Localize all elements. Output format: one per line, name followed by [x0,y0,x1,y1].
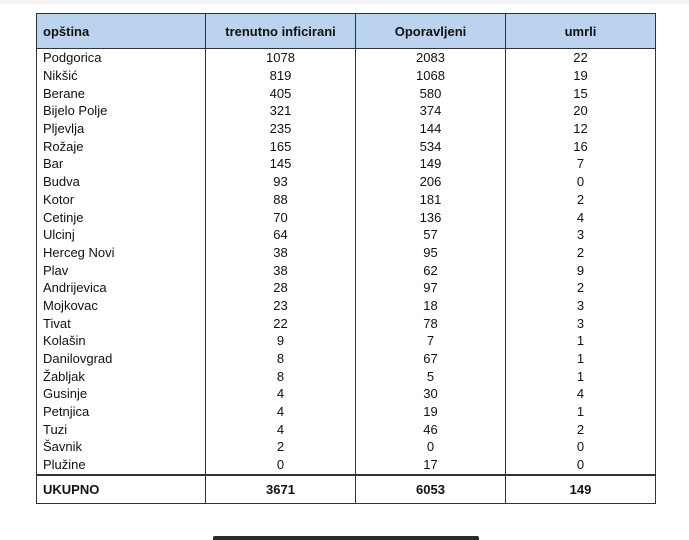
infected-cell: 819 [206,67,356,85]
table-row [37,456,656,475]
recovered-cell: 149 [356,155,506,173]
table-row [37,137,656,155]
table-row [37,84,656,102]
table-row [37,420,656,438]
recovered-cell: 97 [356,279,506,297]
infected-cell: 8 [206,350,356,368]
deaths-cell: 7 [506,155,656,173]
recovered-cell: 7 [356,332,506,350]
deaths-cell: 15 [506,84,656,102]
infected-cell: 145 [206,155,356,173]
recovered-cell: 5 [356,367,506,385]
infected-cell: 321 [206,102,356,120]
total-deaths: 149 [506,475,656,504]
bottom-scroll-indicator[interactable] [213,536,479,540]
table-row [37,226,656,244]
deaths-cell: 1 [506,367,656,385]
infected-cell: 88 [206,191,356,209]
deaths-cell: 2 [506,244,656,262]
infected-cell: 93 [206,173,356,191]
infected-cell: 38 [206,244,356,262]
municipality-cell: Rožaje [37,137,206,155]
table-row [37,120,656,138]
municipality-cell: Cetinje [37,208,206,226]
deaths-cell: 2 [506,420,656,438]
table-row [37,173,656,191]
deaths-cell: 1 [506,403,656,421]
deaths-cell: 3 [506,226,656,244]
infected-cell: 9 [206,332,356,350]
recovered-cell: 62 [356,261,506,279]
deaths-cell: 3 [506,297,656,315]
table-row [37,261,656,279]
table-row [37,279,656,297]
deaths-cell: 3 [506,314,656,332]
recovered-cell: 17 [356,456,506,475]
total-recovered: 6053 [356,475,506,504]
infected-cell: 22 [206,314,356,332]
deaths-cell: 1 [506,332,656,350]
deaths-cell: 4 [506,385,656,403]
municipality-cell: Danilovgrad [37,350,206,368]
recovered-cell: 30 [356,385,506,403]
recovered-cell: 374 [356,102,506,120]
infected-cell: 1078 [206,49,356,67]
table-row [37,367,656,385]
municipality-cell: Tuzi [37,420,206,438]
municipality-cell: Tivat [37,314,206,332]
deaths-cell: 0 [506,438,656,456]
recovered-cell: 95 [356,244,506,262]
table-header-row [37,14,656,49]
deaths-cell: 0 [506,456,656,475]
infected-cell: 28 [206,279,356,297]
deaths-cell: 19 [506,67,656,85]
table-body [37,49,656,475]
infected-cell: 23 [206,297,356,315]
top-edge [0,0,689,4]
infected-cell: 4 [206,420,356,438]
municipality-cell: Andrijevica [37,279,206,297]
municipality-cell: Kotor [37,191,206,209]
municipality-cell: Podgorica [37,49,206,67]
table-row [37,155,656,173]
infected-cell: 70 [206,208,356,226]
deaths-cell: 0 [506,173,656,191]
table-row [37,208,656,226]
municipality-cell: Budva [37,173,206,191]
table-row [37,297,656,315]
recovered-cell: 78 [356,314,506,332]
table-row [37,67,656,85]
deaths-cell: 2 [506,191,656,209]
municipality-cell: Kolašin [37,332,206,350]
municipality-cell: Pljevlja [37,120,206,138]
municipality-cell: Mojkovac [37,297,206,315]
infected-cell: 405 [206,84,356,102]
recovered-cell: 57 [356,226,506,244]
recovered-cell: 18 [356,297,506,315]
recovered-cell: 136 [356,208,506,226]
column-header-currently-infected: trenutno inficirani [206,14,356,49]
recovered-cell: 67 [356,350,506,368]
deaths-cell: 1 [506,350,656,368]
recovered-cell: 46 [356,420,506,438]
infected-cell: 4 [206,403,356,421]
municipality-cell: Petnjica [37,403,206,421]
total-row [37,475,656,504]
municipality-cell: Plužine [37,456,206,475]
total-infected: 3671 [206,475,356,504]
deaths-cell: 4 [506,208,656,226]
municipality-cell: Plav [37,261,206,279]
municipality-cell: Gusinje [37,385,206,403]
table-row [37,332,656,350]
table-row [37,244,656,262]
municipality-cell: Berane [37,84,206,102]
infected-cell: 64 [206,226,356,244]
recovered-cell: 181 [356,191,506,209]
table-row [37,314,656,332]
municipality-cell: Šavnik [37,438,206,456]
municipality-cell: Bijelo Polje [37,102,206,120]
recovered-cell: 534 [356,137,506,155]
municipality-cell: Nikšić [37,67,206,85]
table-row [37,49,656,67]
column-header-deaths: umrli [506,14,656,49]
recovered-cell: 1068 [356,67,506,85]
municipality-cell: Žabljak [37,367,206,385]
infected-cell: 0 [206,456,356,475]
infected-cell: 165 [206,137,356,155]
table-row [37,438,656,456]
deaths-cell: 9 [506,261,656,279]
recovered-cell: 580 [356,84,506,102]
municipality-cell: Bar [37,155,206,173]
municipality-cell: Ulcinj [37,226,206,244]
table-row [37,350,656,368]
covid-municipality-table [36,13,656,504]
recovered-cell: 2083 [356,49,506,67]
table-row [37,102,656,120]
deaths-cell: 20 [506,102,656,120]
column-header-recovered: Oporavljeni [356,14,506,49]
total-label: UKUPNO [37,475,206,504]
recovered-cell: 206 [356,173,506,191]
infected-cell: 38 [206,261,356,279]
deaths-cell: 16 [506,137,656,155]
table-row [37,385,656,403]
recovered-cell: 0 [356,438,506,456]
recovered-cell: 19 [356,403,506,421]
table-row [37,403,656,421]
deaths-cell: 12 [506,120,656,138]
infected-cell: 235 [206,120,356,138]
column-header-municipality: opština [37,14,206,49]
recovered-cell: 144 [356,120,506,138]
deaths-cell: 22 [506,49,656,67]
table-row [37,191,656,209]
infected-cell: 2 [206,438,356,456]
deaths-cell: 2 [506,279,656,297]
infected-cell: 4 [206,385,356,403]
municipality-cell: Herceg Novi [37,244,206,262]
infected-cell: 8 [206,367,356,385]
